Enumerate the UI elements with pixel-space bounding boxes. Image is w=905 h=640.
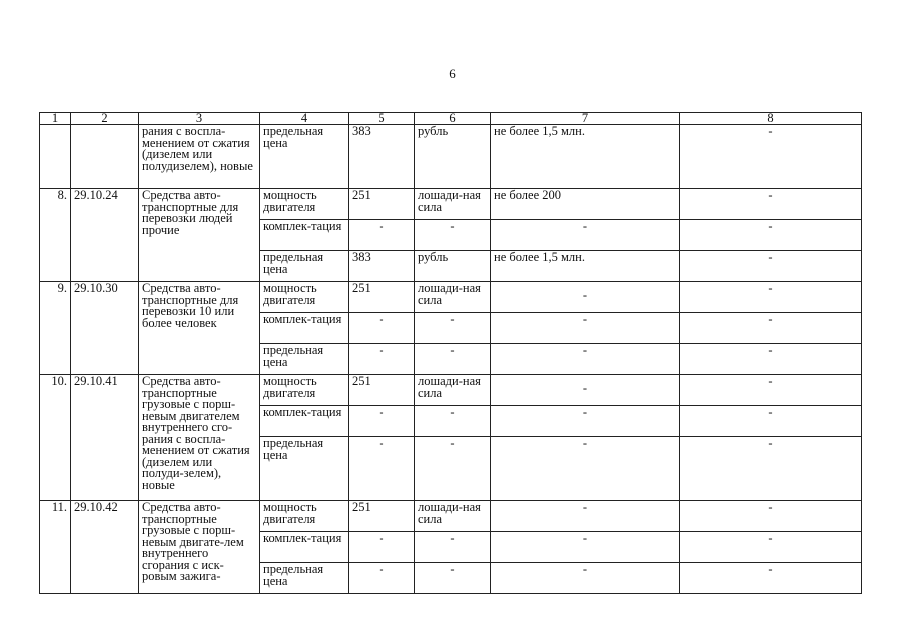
okpd-code: 29.10.41 (71, 375, 139, 501)
header-cell: 2 (71, 113, 139, 125)
unit-name: - (415, 406, 491, 437)
characteristic-name: предельная цена (260, 563, 349, 594)
unit-name: - (415, 563, 491, 594)
header-cell: 4 (260, 113, 349, 125)
unit-code: 383 (349, 251, 415, 282)
dash-text: - (582, 288, 588, 302)
characteristic-name: мощность двигателя (260, 282, 349, 313)
characteristic-value: - (491, 220, 680, 251)
characteristic-value: не более 1,5 млн. (491, 125, 680, 189)
table-row (40, 501, 862, 532)
unit-code: - (349, 344, 415, 375)
unit-code: - (349, 220, 415, 251)
item-description: Средства авто-транспортные грузовые с порш-невым двигате-лем внутреннего сгорания с иск-ровым зажига- (139, 501, 260, 594)
characteristic-value: - (491, 437, 680, 501)
unit-code: 251 (349, 189, 415, 220)
row-number: 9. (40, 282, 71, 375)
characteristic-value: - (491, 501, 680, 532)
unit-code: - (349, 437, 415, 501)
header-cell: 3 (139, 113, 260, 125)
unit-name: - (415, 220, 491, 251)
characteristic-name: комплек-тация (260, 532, 349, 563)
characteristic-value (491, 375, 680, 406)
unit-code: 251 (349, 282, 415, 313)
unit-code: 251 (349, 375, 415, 406)
characteristic-name: предельная цена (260, 344, 349, 375)
table-header-row (40, 113, 862, 125)
note: - (680, 437, 862, 501)
item-description: рания с воспла-менением от сжатия (дизелем или полудизелем), новые (139, 125, 260, 189)
note: - (680, 344, 862, 375)
note: - (680, 313, 862, 344)
item-description: Средства авто-транспортные грузовые с порш-невым двигателем внутреннего сго-рания с воспла-менением от сжатия (дизелем или полуди-зелем), новые (139, 375, 260, 501)
unit-code: 383 (349, 125, 415, 189)
note: - (680, 189, 862, 220)
unit-name: - (415, 437, 491, 501)
characteristic-value: - (491, 406, 680, 437)
header-cell: 1 (40, 113, 71, 125)
note: - (680, 532, 862, 563)
unit-name: - (415, 532, 491, 563)
okpd-code (71, 125, 139, 189)
unit-name: - (415, 313, 491, 344)
unit-name: лошади-ная сила (415, 375, 491, 406)
table-row (40, 125, 862, 189)
okpd-code: 29.10.24 (71, 189, 139, 282)
table-row (40, 282, 862, 313)
unit-code: 251 (349, 501, 415, 532)
row-number: 10. (40, 375, 71, 501)
characteristic-name: мощность двигателя (260, 375, 349, 406)
characteristic-name: комплек-тация (260, 313, 349, 344)
characteristic-name: предельная цена (260, 251, 349, 282)
characteristic-name: комплек-тация (260, 220, 349, 251)
characteristic-value: - (491, 532, 680, 563)
row-number: 11. (40, 501, 71, 594)
dash-text: - (582, 381, 588, 395)
characteristic-name: комплек-тация (260, 406, 349, 437)
characteristic-name: предельная цена (260, 125, 349, 189)
unit-name: рубль (415, 251, 491, 282)
unit-code: - (349, 406, 415, 437)
note: - (680, 501, 862, 532)
note: - (680, 251, 862, 282)
unit-name: лошади-ная сила (415, 501, 491, 532)
row-number (40, 125, 71, 189)
note: - (680, 282, 862, 313)
characteristic-value: не более 1,5 млн. (491, 251, 680, 282)
okpd-code: 29.10.42 (71, 501, 139, 594)
okpd-code: 29.10.30 (71, 282, 139, 375)
characteristic-value (491, 282, 680, 313)
header-cell: 7 (491, 113, 680, 125)
note: - (680, 563, 862, 594)
note: - (680, 125, 862, 189)
item-description: Средства авто-транспортные для перевозки людей прочие (139, 189, 260, 282)
unit-code: - (349, 563, 415, 594)
unit-name: лошади-ная сила (415, 189, 491, 220)
row-number: 8. (40, 189, 71, 282)
page-number: 6 (449, 66, 456, 81)
note: - (680, 406, 862, 437)
unit-name: лошади-ная сила (415, 282, 491, 313)
note: - (680, 220, 862, 251)
characteristic-value: - (491, 344, 680, 375)
unit-code: - (349, 313, 415, 344)
characteristic-name: мощность двигателя (260, 501, 349, 532)
item-description: Средства авто-транспортные для перевозки 10 или более человек (139, 282, 260, 375)
characteristics-table (39, 112, 862, 594)
characteristic-value: - (491, 563, 680, 594)
note: - (680, 375, 862, 406)
table-row (40, 375, 862, 406)
unit-name: рубль (415, 125, 491, 189)
characteristic-value: не более 200 (491, 189, 680, 220)
characteristic-name: мощность двигателя (260, 189, 349, 220)
header-cell: 5 (349, 113, 415, 125)
characteristic-name: предельная цена (260, 437, 349, 501)
header-cell: 8 (680, 113, 862, 125)
unit-code: - (349, 532, 415, 563)
header-cell: 6 (415, 113, 491, 125)
unit-name: - (415, 344, 491, 375)
table-row (40, 189, 862, 220)
characteristic-value: - (491, 313, 680, 344)
